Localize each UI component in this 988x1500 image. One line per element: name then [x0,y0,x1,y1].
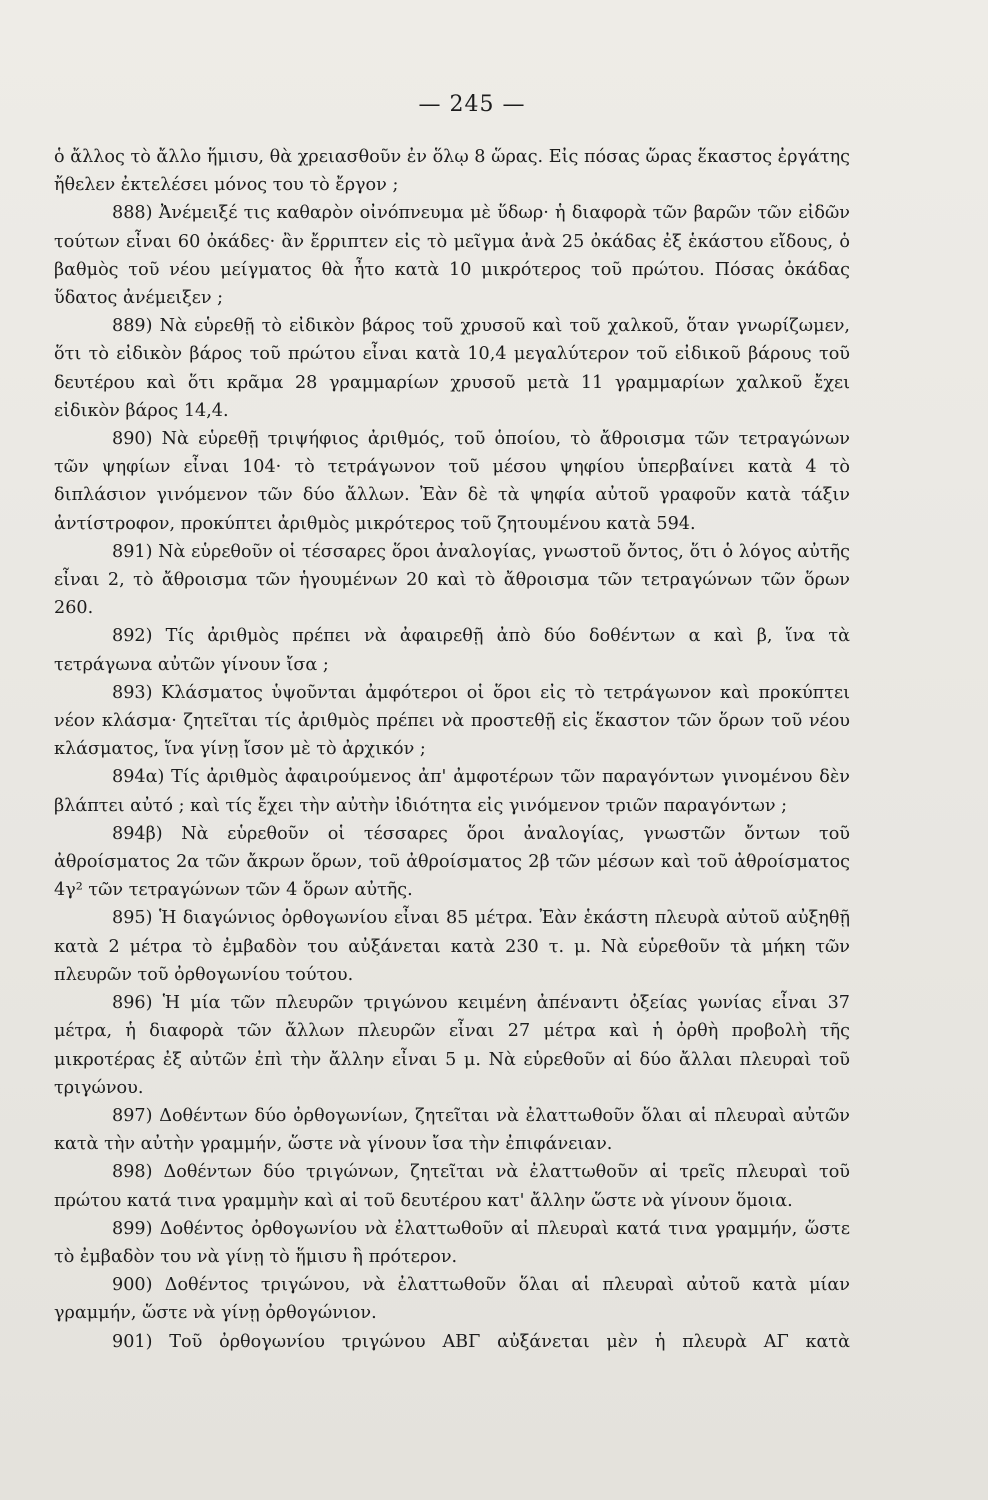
problem-898: 898) Δοθέντων δύο τριγώνων, ζητεῖται νὰ ἐλαττωθοῦν αἱ τρεῖς πλευραὶ τοῦ πρώτου κατά τινα γραμμὴν καὶ αἱ τοῦ δευτέρου κατ' ἄλλην ὥστε νὰ γίνουν ὅμοια. [54,1162,850,1211]
problem-894b: 894β) Νὰ εὑρεθοῦν οἱ τέσσαρες ὅροι ἀναλογίας, γνωστῶν ὄντων τοῦ ἀθροίσματος 2α τῶν ἄκρων ὅρων, τοῦ ἀθροίσματος 2β τῶν μέσων καὶ τοῦ ἀθροίσματος 4γ² τῶν τετραγώνων τῶν 4 ὅρων αὐτῆς. [54,823,850,901]
problem-899: 899) Δοθέντος ὀρθογωνίου νὰ ἐλαττωθοῦν αἱ πλευραὶ κατά τινα γραμμήν, ὥστε τὸ ἐμβαδὸν του νὰ γίνῃ τὸ ἥμισυ ἢ πρότερον. [54,1218,850,1267]
problem-888: 888) Ἀνέμειξέ τις καθαρὸν οἰνόπνευμα μὲ ὕδωρ· ἡ διαφορὰ τῶν βαρῶν τῶν εἰδῶν τούτων εἶναι 60 ὀκάδες· ἂν ἔρριπτεν εἰς τὸ μεῖγμα ἀνὰ 25 ὀκάδας ἐξ ἑκάστου εἴδους, ὁ βαθμὸς τοῦ νέου μείγματος θὰ ἦτο κατὰ 10 μικρότερος τοῦ πρώτου. Πόσας ὀκάδας ὕδατος ἀνέμειξεν ; [54,203,850,309]
problem-889: 889) Νὰ εὑρεθῇ τὸ εἰδικὸν βάρος τοῦ χρυσοῦ καὶ τοῦ χαλκοῦ, ὅταν γνωρίζωμεν, ὅτι τὸ εἰδικὸν βάρος τοῦ πρώτου εἶναι κατὰ 10,4 μεγαλύτερον τοῦ εἰδικοῦ βάρους τοῦ δευτέρου καὶ ὅτι κρᾶμα 28 γραμμαρίων χρυσοῦ μετὰ 11 γραμμαρίων χαλκοῦ ἔχει εἰδικὸν βάρος 14,4. [54,316,850,421]
paragraph-continuation: ὁ ἄλλος τὸ ἄλλο ἥμισυ, θὰ χρειασθοῦν ἐν ὅλῳ 8 ὥρας. Εἰς πόσας ὥρας ἕκαστος ἐργάτης ἤθελεν ἐκτελέσει μόνος του τὸ ἔργον ; [54,147,850,196]
problem-896: 896) Ἡ μία τῶν πλευρῶν τριγώνου κειμένη ἀπέναντι ὀξείας γωνίας εἶναι 37 μέτρα, ἡ διαφορὰ τῶν ἄλλων πλευρῶν εἶναι 27 μέτρα καὶ ἡ ὀρθὴ προβολὴ τῆς μικροτέρας ἐξ αὐτῶν ἐπὶ τὴν ἄλλην εἶναι 5 μ. Νὰ εὑρεθοῦν αἱ δύο ἄλλαι πλευραὶ τοῦ τριγώνου. [54,993,850,1098]
problem-901: 901) Τοῦ ὀρθογωνίου τριγώνου ΑΒΓ αὐξάνεται μὲν ἡ πλευρὰ ΑΓ κατὰ [112,1331,850,1352]
page-number: — 245 — [418,92,526,117]
problem-891: 891) Νὰ εὑρεθοῦν οἱ τέσσαρες ὅροι ἀναλογίας, γνωστοῦ ὄντος, ὅτι ὁ λόγος αὐτῆς εἶναι 2, τὸ ἄθροισμα τῶν ἡγουμένων 20 καὶ τὸ ἄθροισμα τῶν τετραγώνων τῶν ὅρων 260. [54,541,850,619]
problem-900: 900) Δοθέντος τριγώνου, νὰ ἐλαττωθοῦν ὅλαι αἱ πλευραὶ αὐτοῦ κατὰ μίαν γραμμήν, ὥστε νὰ γίνῃ ὀρθογώνιον. [54,1275,850,1324]
problem-890: 890) Νὰ εὑρεθῇ τριψήφιος ἀριθμός, τοῦ ὁποίου, τὸ ἄθροισμα τῶν τετραγώνων τῶν ψηφίων εἶναι 104· τὸ τετράγωνον τοῦ μέσου ψηφίου ὑπερβαίνει κατὰ 4 τὸ διπλάσιον γινόμενον τῶν δύο ἄλλων. Ἐὰν δὲ τὰ ψηφία αὐτοῦ γραφοῦν κατὰ τάξιν ἀντίστροφον, προκύπτει ἀριθμὸς μικρότερος τοῦ ζητουμένου κατὰ 594. [54,429,850,534]
problem-892: 892) Τίς ἀριθμὸς πρέπει νὰ ἀφαιρεθῇ ἀπὸ δύο δοθέντων α καὶ β, ἵνα τὰ τετράγωνα αὐτῶν γίνουν ἴσα ; [54,626,850,675]
body-text [54,143,850,1356]
problem-894a: 894α) Τίς ἀριθμὸς ἀφαιρούμενος ἀπ' ἀμφοτέρων τῶν παραγόντων γινομένου δὲν βλάπτει αὐτό ; καὶ τίς ἔχει τὴν αὐτὴν ἰδιότητα εἰς γινόμενον τριῶν παραγόντων ; [54,767,850,816]
problem-897: 897) Δοθέντων δύο ὀρθογωνίων, ζητεῖται νὰ ἐλαττωθοῦν ὅλαι αἱ πλευραὶ αὐτῶν κατὰ τὴν αὐτὴν γραμμήν, ὥστε νὰ γίνουν ἴσα τὴν ἐπιφάνειαν. [54,1105,850,1155]
problem-895: 895) Ἡ διαγώνιος ὀρθογωνίου εἶναι 85 μέτρα. Ἐὰν ἑκάστη πλευρὰ αὐτοῦ αὐξηθῇ κατὰ 2 μέτρα τὸ ἐμβαδὸν του αὐξάνεται κατὰ 230 τ. μ. Νὰ εὑρεθοῦν τὰ μήκη τῶν πλευρῶν τοῦ ὀρθογωνίου τούτου. [54,908,850,985]
problem-893: 893) Κλάσματος ὑψοῦνται ἀμφότεροι οἱ ὅροι εἰς τὸ τετράγωνον καὶ προκύπτει νέον κλάσμα· ζητεῖται τίς ἀριθμὸς πρέπει νὰ προστεθῇ εἰς ἕκαστον τῶν ὅρων τοῦ νέου κλάσματος, ἵνα γίνῃ ἴσον μὲ τὸ ἀρχικόν ; [54,682,850,760]
